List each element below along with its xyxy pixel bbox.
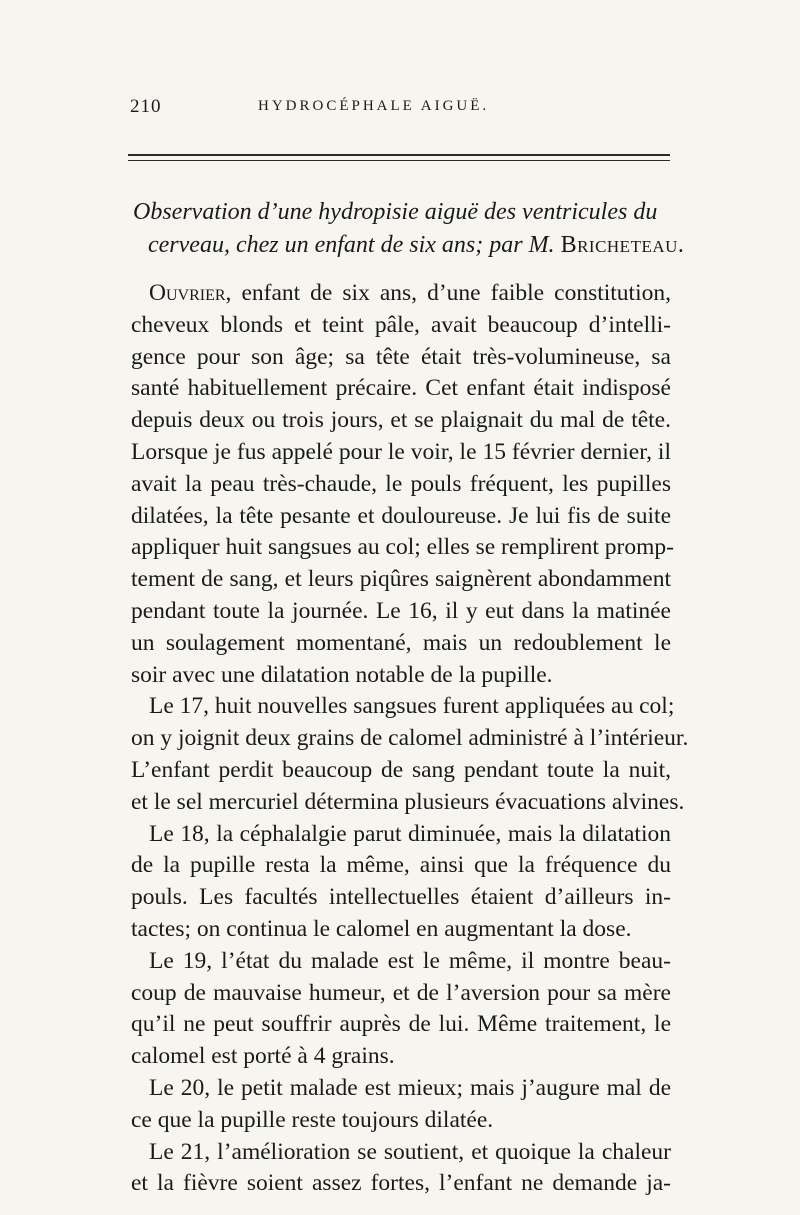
body-line: on y joignit deux grains de calomel administré à l’intérieur.: [131, 725, 689, 752]
article-title: [133, 196, 685, 262]
body-line: [131, 278, 671, 310]
body-line: appliquer huit sangsues au col; elles se remplirent promp-: [131, 534, 674, 561]
body-line: Le 21, l’amélioration se soutient, et quoique la chaleur: [149, 1138, 671, 1165]
body-line-text: , enfant de six ans, d’une faible constitution,: [225, 280, 671, 306]
body-line: et le sel mercuriel détermina plusieurs évacuations alvines.: [131, 788, 685, 815]
running-title: HYDROCÉPHALE AIGUË.: [258, 98, 490, 114]
body-line: cheveux blonds et teint pâle, avait beaucoup d’intelli-: [131, 311, 671, 338]
body-line: un soulagement momentané, mais un redoublement le: [131, 629, 671, 656]
body-line: santé habituellement précaire. Cet enfant était indisposé: [131, 375, 671, 402]
title-line-2-text: cerveau, chez un enfant de six ans; par M.: [148, 232, 555, 258]
body-line: tement de sang, et leurs piqûres saignèrent abondamment: [131, 566, 671, 593]
article-body: [131, 278, 689, 1200]
body-line: tactes; on continua le calomel en augmentant la dose.: [131, 915, 632, 942]
body-line: Le 17, huit nouvelles sangsues furent appliquées au col;: [149, 693, 675, 720]
body-line: de la pupille resta la même, ainsi que la fréquence du: [131, 852, 671, 879]
body-line: ce que la pupille reste toujours dilatée.: [131, 1106, 494, 1133]
page-header: [130, 96, 670, 126]
title-line-1: Observation d’une hydropisie aiguë des ventricules du: [133, 199, 658, 225]
lead-word: Ouvrier: [149, 280, 226, 306]
body-line: coup de mauvaise humeur, et de l’aversion pour sa mère: [131, 979, 671, 1006]
title-line-2: [133, 229, 685, 262]
body-line: Le 20, le petit malade est mieux; mais j’augure mal de: [149, 1074, 671, 1101]
body-line: dilatées, la tête pesante et douloureuse. Je lui fis de suite: [131, 502, 671, 529]
header-rule-thin: [128, 160, 670, 161]
body-line: et la fièvre soient assez fortes, l’enfant ne demande ja-: [131, 1170, 671, 1197]
author-name: Bricheteau.: [560, 232, 685, 258]
body-line: gence pour son âge; sa tête était très-volumineuse, sa: [131, 343, 671, 370]
body-line: pouls. Les facultés intellectuelles étaient d’ailleurs in-: [131, 884, 671, 911]
body-line: Lorsque je fus appelé pour le voir, le 15 février dernier, il: [131, 438, 671, 465]
body-line: qu’il ne peut souffrir auprès de lui. Même traitement, le: [131, 1011, 671, 1038]
body-line: Le 18, la céphalalgie parut diminuée, mais la dilatation: [149, 820, 671, 847]
header-rule-thick: [128, 154, 670, 156]
body-line: L’enfant perdit beaucoup de sang pendant toute la nuit,: [131, 756, 671, 783]
body-line: depuis deux ou trois jours, et se plaignait du mal de tête.: [131, 407, 671, 434]
body-line: avait la peau très-chaude, le pouls fréquent, les pupilles: [131, 470, 671, 497]
body-line: pendant toute la journée. Le 16, il y eut dans la matinée: [131, 597, 671, 624]
body-line: calomel est porté à 4 grains.: [131, 1043, 395, 1070]
body-line: Le 19, l’état du malade est le même, il montre beau-: [149, 947, 671, 974]
body-line: soir avec une dilatation notable de la pupille.: [131, 661, 553, 688]
page-number: 210: [130, 96, 162, 117]
